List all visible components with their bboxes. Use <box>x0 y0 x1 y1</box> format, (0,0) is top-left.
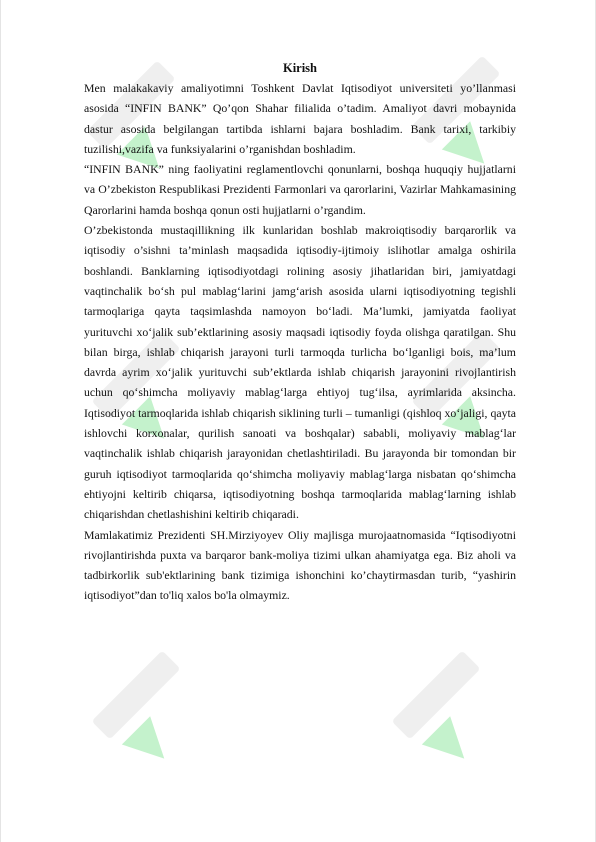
paragraph-3: O’zbekistonda mustaqillikning ilk kunlaridan boshlab makroiqtisodiy barqarorlik va iqtisodiy o’sishni ta’minlash maqsadida iqtisodiy-ijtimoiy islihotlar amalga oshirila boshlandi. Banklarning iqtisodiyotdagi rolining asosiy jihatlaridan biri, jamiyatdagi vaqtinchalik bo‘sh pul mablag‘larini jamg‘arish asosida ularni iqtisodiyotning tegishli tarmoqlariga qayta taqsimlashda namoyon bo‘ladi. Ma’lumki, jamiyatda faoliyat yurituvchi xo‘jalik sub’ektlarining asosiy maqsadi iqtisodiy foyda olishga qaratilgan. Shu bilan birga, ishlab chiqarish jarayoni turli tarmoqda turlicha bo‘lganligi bois, ma’lum davrda ayrim xo‘jalik yurituvchi sub’ektlarda ishlab chiqarish jarayonini rivojlantirish uchun qo‘shimcha moliyaviy mablag‘larga ehtiyoj tug‘ilsa, ayrimlarida aksincha. Iqtisodiyot tarmoqlarida ishlab chiqarish siklining turli – tumanligi (qishloq xo‘jaligi, qayta ishlovchi korxonalar, qurilish sanoati va boshqalar) sababli, moliyaviy mablag‘lar vaqtinchalik ishlab chiqarish jarayonidan chetlashtiriladi. Bu jarayonda bir tomondan bir guruh iqtisodiyot tarmoqlarida qo‘shimcha moliyaviy mablag‘larga nisbatan qo‘shimcha ehtiyojni keltirib chiqarsa, iqtisodiyotning boshqa tarmoqlarida mablag‘larning ishlab chiqarishdan chetlashishini keltirib chiqaradi. <box>84 223 516 522</box>
watermark-logo-icon <box>61 620 211 770</box>
paragraph-4: Mamlakatimiz Prezidenti SH.Mirziyoyev Oliy majlisga murojaatnomasida “Iqtisodiyotni rivojlantirishda puxta va barqaror bank-moliya tizimi ulkan ahamiyatga ega. Biz aholi va tadbirkorlik sub'ektlarining bank tizimiga ishonchini ko’chaytirmasdan turib, “yashirin iqtisodiyot”dan to'liq xalos bo'la olmaymiz. <box>84 527 516 603</box>
document-title: Kirish <box>282 61 318 75</box>
watermark-logo-icon <box>361 620 511 770</box>
paragraph-1: Men malakakaviy amaliyotimni Toshkent Davlat Iqtisodiyot universiteti yo’llanmasi asosida “INFIN BANK” Qo’qon Shahar filialida o’tadim. Amaliyot davri mobaynida dastur asosida belgilangan tartibda ishlarni bajara boshladim. Bank tarixi, tarkibiy tuzilishi,vazifa va funksiyalarini o’rganishdan boshladim. <box>84 81 516 156</box>
paragraph-2: “INFIN BANK” ning faoliyatini reglamentlovchi qonunlarni, boshqa huquqiy hujjatlarni va O’zbekiston Respublikasi Prezidenti Farmonlari va qarorlarini, Vazirlar Mahkamasining Qarorlarini hamda boshqa qonun osti hujjatlarni o’rgandim. <box>84 162 516 217</box>
document-body <box>84 58 516 606</box>
